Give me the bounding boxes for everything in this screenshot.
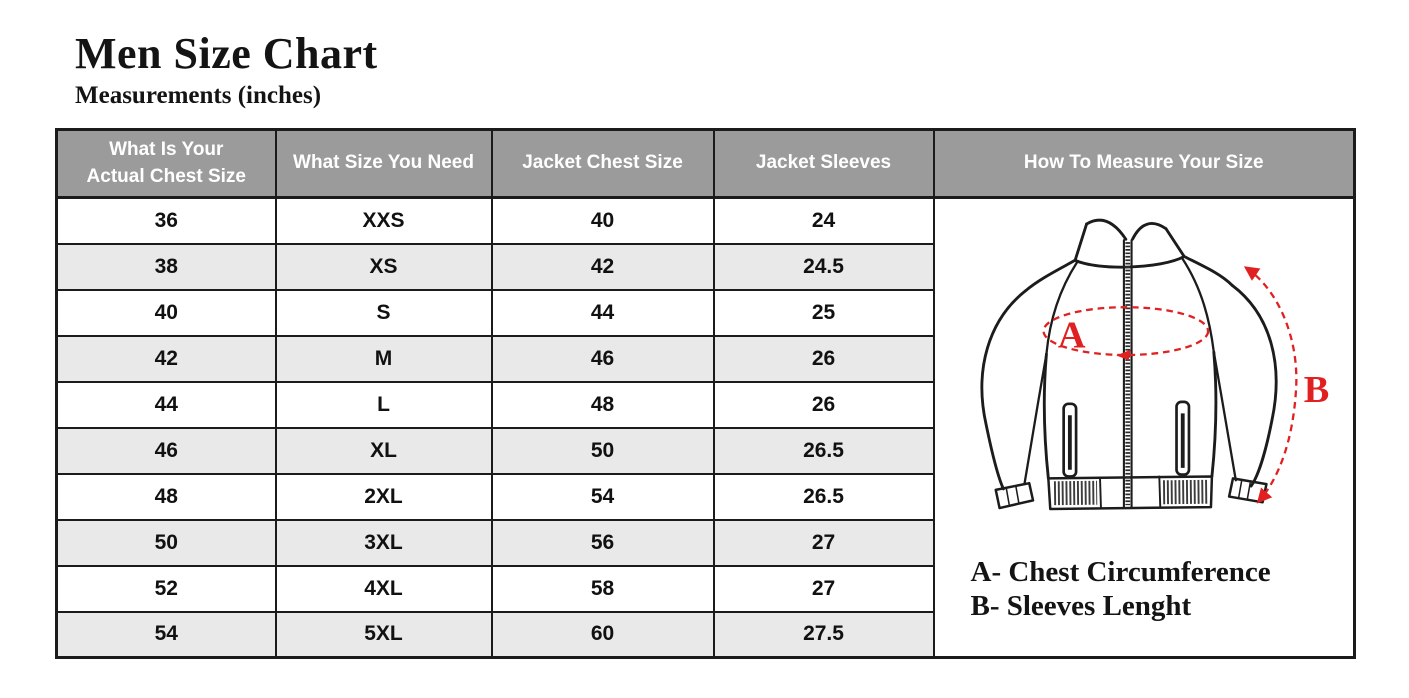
jacket-diagram bbox=[942, 201, 1346, 553]
cell-jacket-chest: 54 bbox=[492, 474, 714, 520]
col-header-how-to-measure: How To Measure Your Size bbox=[934, 130, 1355, 198]
cell-sleeves: 25 bbox=[714, 290, 934, 336]
cell-jacket-chest: 40 bbox=[492, 198, 714, 244]
cell-chest: 52 bbox=[57, 566, 276, 612]
cell-sleeves: 26.5 bbox=[714, 474, 934, 520]
cell-chest: 50 bbox=[57, 520, 276, 566]
cell-size: 3XL bbox=[276, 520, 492, 566]
col-header-jacket-sleeves: Jacket Sleeves bbox=[714, 130, 934, 198]
page-title: Men Size Chart bbox=[75, 29, 378, 78]
cell-chest: 42 bbox=[57, 336, 276, 382]
cell-chest: 40 bbox=[57, 290, 276, 336]
cell-jacket-chest: 42 bbox=[492, 244, 714, 290]
legend-chest-circumference: A- Chest Circumference bbox=[970, 556, 1271, 588]
cell-size: L bbox=[276, 382, 492, 428]
title-block bbox=[75, 30, 378, 110]
col-header-jacket-chest-size: Jacket Chest Size bbox=[492, 130, 714, 198]
header-row bbox=[57, 130, 1355, 198]
cell-jacket-chest: 48 bbox=[492, 382, 714, 428]
measure-illustration-cell bbox=[934, 198, 1355, 658]
cell-sleeves: 26.5 bbox=[714, 428, 934, 474]
measure-legend bbox=[935, 555, 1354, 623]
cell-jacket-chest: 56 bbox=[492, 520, 714, 566]
cell-size: 2XL bbox=[276, 474, 492, 520]
cell-jacket-chest: 46 bbox=[492, 336, 714, 382]
table-row bbox=[57, 198, 1355, 244]
cell-chest: 54 bbox=[57, 612, 276, 658]
cell-jacket-chest: 58 bbox=[492, 566, 714, 612]
header-line: Actual Chest Size bbox=[86, 165, 246, 187]
size-table bbox=[55, 128, 1356, 659]
cell-size: XXS bbox=[276, 198, 492, 244]
cell-size: XL bbox=[276, 428, 492, 474]
cell-size: 4XL bbox=[276, 566, 492, 612]
col-header-size-you-need: What Size You Need bbox=[276, 130, 492, 198]
cell-chest: 46 bbox=[57, 428, 276, 474]
cell-chest: 38 bbox=[57, 244, 276, 290]
cell-chest: 48 bbox=[57, 474, 276, 520]
cell-jacket-chest: 44 bbox=[492, 290, 714, 336]
header-line: What Is Your bbox=[109, 138, 224, 160]
legend-sleeves-length: B- Sleeves Lenght bbox=[970, 590, 1192, 623]
cell-chest: 36 bbox=[57, 198, 276, 244]
cell-size: S bbox=[276, 290, 492, 336]
cell-size: 5XL bbox=[276, 612, 492, 658]
cell-sleeves: 27 bbox=[714, 520, 934, 566]
cell-sleeves: 24.5 bbox=[714, 244, 934, 290]
cell-sleeves: 24 bbox=[714, 198, 934, 244]
cell-sleeves: 26 bbox=[714, 336, 934, 382]
cell-chest: 44 bbox=[57, 382, 276, 428]
cell-jacket-chest: 50 bbox=[492, 428, 714, 474]
pocket-right bbox=[1176, 402, 1188, 475]
sleeve-measure-arrow bbox=[1246, 268, 1296, 501]
cell-sleeves: 27.5 bbox=[714, 612, 934, 658]
cell-sleeves: 27 bbox=[714, 566, 934, 612]
cell-size: M bbox=[276, 336, 492, 382]
label-b: B bbox=[1303, 368, 1330, 411]
cell-sleeves: 26 bbox=[714, 382, 934, 428]
label-a: A bbox=[1057, 314, 1086, 357]
page-subtitle: Measurements (inches) bbox=[75, 82, 322, 110]
cell-size: XS bbox=[276, 244, 492, 290]
col-header-actual-chest-size bbox=[57, 130, 276, 198]
pocket-left bbox=[1063, 404, 1075, 477]
cell-jacket-chest: 60 bbox=[492, 612, 714, 658]
